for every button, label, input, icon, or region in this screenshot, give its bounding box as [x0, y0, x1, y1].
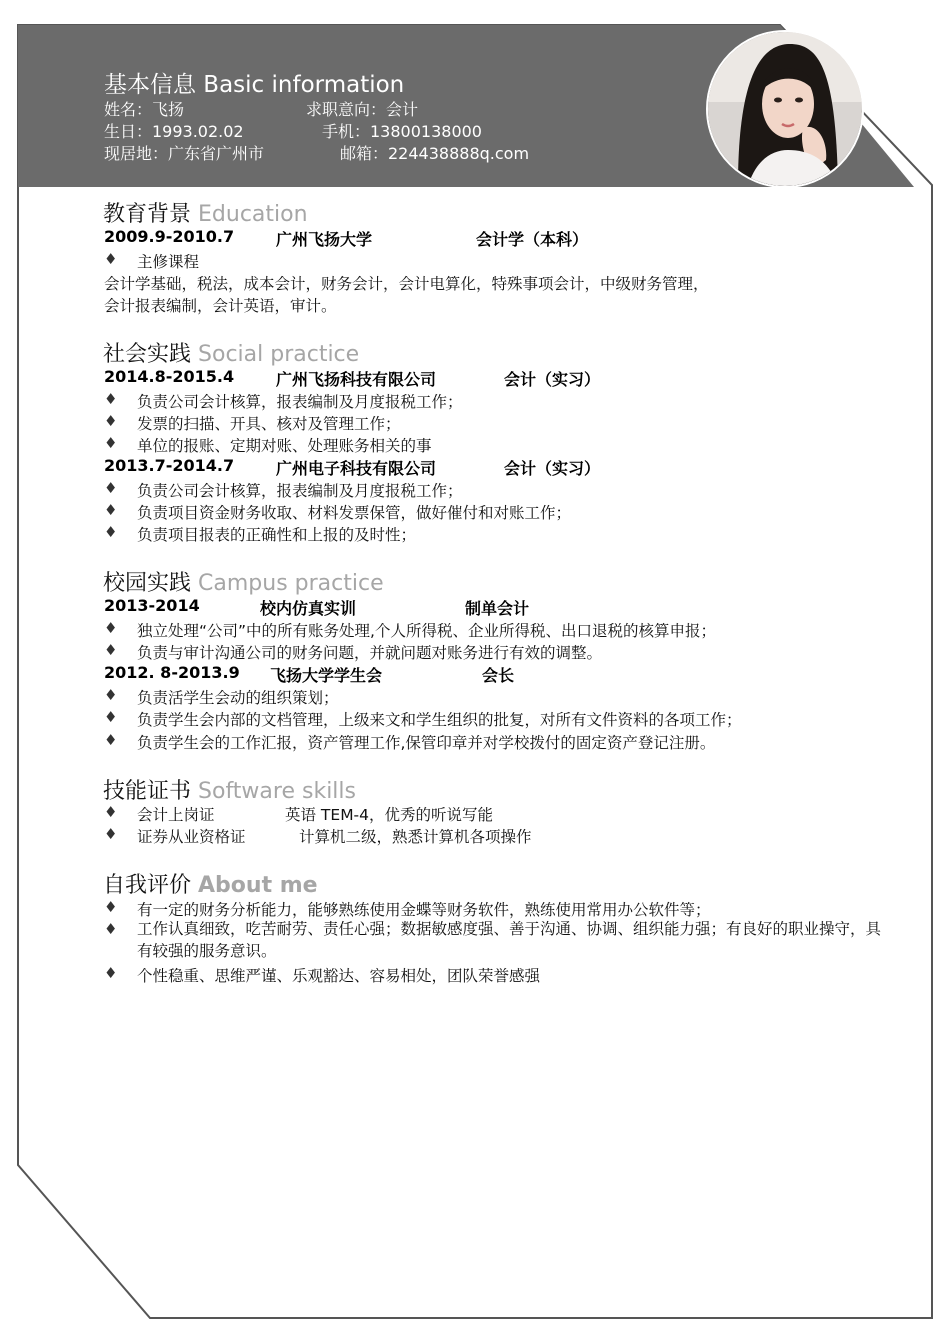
edu-courses-label: 主修课程	[137, 253, 200, 271]
list-item: 个性稳重、思维严谨、乐观豁达、容易相处，团队荣誉感强	[137, 967, 541, 985]
list-item: 负责学生会的工作汇报，资产管理工作,保管印章并对学校拨付的固定资产登记注册。	[137, 734, 716, 752]
bullet-icon: ♦	[104, 434, 118, 452]
list-item: 单位的报账、定期对账、处理账务相关的事	[137, 437, 432, 455]
bullet-icon: ♦	[104, 390, 118, 408]
section-title-cn: 技能证书	[103, 779, 192, 804]
job-org: 广州电子科技有限公司	[276, 459, 437, 478]
job-role: 制单会计	[465, 599, 530, 618]
list-item: 负责公司会计核算，报表编制及月度报税工作；	[137, 482, 463, 500]
bullet-icon: ♦	[104, 619, 118, 637]
section-title-cn: 社会实践	[103, 342, 192, 367]
bullet-icon: ♦	[104, 412, 118, 430]
job-org: 飞扬大学学生会	[270, 666, 383, 685]
section-title-cn: 自我评价	[103, 873, 192, 898]
list-item: 发票的扫描、开具、核对及管理工作；	[137, 415, 401, 433]
edu-date: 2009.9-2010.7	[104, 227, 235, 246]
edu-major: 会计学（本科）	[476, 230, 589, 249]
job-date: 2014.8-2015.4	[104, 367, 235, 386]
section-title-skills	[103, 774, 356, 805]
job-date: 2013.7-2014.7	[104, 456, 235, 475]
list-item: 负责公司会计核算，报表编制及月度报税工作；	[137, 393, 463, 411]
info-email: 邮箱：224438888q.com	[340, 144, 530, 163]
job-date: 2012. 8-2013.9	[104, 663, 240, 682]
job-org: 广州飞扬科技有限公司	[276, 370, 437, 389]
info-phone: 手机：13800138000	[322, 122, 482, 141]
list-item: 有一定的财务分析能力，能够熟练使用金蝶等财务软件，熟练使用常用办公软件等；	[137, 901, 711, 919]
list-item: 独立处理“公司”中的所有账务处理,个人所得税、企业所得税、出口退税的核算申报；	[137, 622, 716, 640]
bullet-icon: ♦	[104, 523, 118, 541]
bullet-icon: ♦	[104, 479, 118, 497]
bullet-icon: ♦	[104, 898, 118, 916]
section-title-en: Software skills	[198, 779, 356, 804]
bullet-icon: ♦	[104, 920, 118, 938]
list-item: 负责与审计沟通公司的财务问题，并就问题对账务进行有效的调整。	[137, 644, 603, 662]
bullet-icon: ♦	[104, 964, 118, 982]
info-birth: 生日：1993.02.02	[104, 122, 244, 141]
bullet-icon: ♦	[104, 803, 118, 821]
job-role: 会计（实习）	[504, 459, 601, 478]
list-item: 负责项目资金财务收取、材料发票保管，做好催付和对账工作；	[137, 504, 572, 522]
section-title-about	[103, 868, 318, 899]
bullet-icon: ♦	[104, 731, 118, 749]
skill-desc: 英语 TEM-4，优秀的听说写能	[285, 806, 494, 824]
job-role: 会长	[482, 666, 515, 685]
section-title-cn: 校园实践	[103, 571, 192, 596]
list-item: 负责项目报表的正确性和上报的及时性；	[137, 526, 417, 544]
section-title-social	[103, 337, 359, 368]
section-title-en: Social practice	[198, 342, 360, 367]
edu-courses-line: 会计报表编制，会计英语，审计。	[104, 297, 337, 315]
job-org: 校内仿真实训	[260, 599, 357, 618]
header-title: 基本信息 Basic information	[104, 72, 405, 98]
list-item: 工作认真细致，吃苦耐劳、责任心强；数据敏感度强、善于沟通、协调、组织能力强；有良好的职业操守，具有较强的服务意识。	[137, 920, 882, 960]
section-title-en: Campus practice	[198, 571, 384, 596]
edu-courses-line: 会计学基础，税法，成本会计，财务会计，会计电算化，特殊事项会计，中级财务管理，	[104, 275, 709, 293]
info-name: 姓名：飞扬	[104, 100, 185, 119]
bullet-icon: ♦	[104, 250, 118, 268]
bullet-icon: ♦	[104, 501, 118, 519]
avatar	[706, 30, 864, 188]
edu-school: 广州飞扬大学	[276, 230, 373, 249]
bullet-icon: ♦	[104, 825, 118, 843]
section-title-campus	[103, 566, 384, 597]
skill-desc: 计算机二级，熟悉计算机各项操作	[299, 828, 532, 846]
bullet-icon: ♦	[104, 641, 118, 659]
section-title-cn: 教育背景	[103, 202, 192, 227]
job-role: 会计（实习）	[504, 370, 601, 389]
list-item: 负责学生会内部的文档管理，上级来文和学生组织的批复，对所有文件资料的各项工作；	[137, 711, 742, 729]
section-title-education	[103, 197, 308, 228]
info-residence: 现居地：广东省广州市	[104, 144, 265, 163]
job-date: 2013-2014	[104, 596, 200, 615]
skill-cert: 证券从业资格证	[137, 828, 246, 846]
section-title-en: Education	[198, 202, 308, 227]
info-objective: 求职意向：会计	[306, 100, 419, 119]
skill-cert: 会计上岗证	[137, 806, 215, 824]
bullet-icon: ♦	[104, 708, 118, 726]
list-item: 负责活学生会动的组织策划；	[137, 689, 339, 707]
bullet-icon: ♦	[104, 686, 118, 704]
section-title-en: About me	[198, 873, 318, 898]
